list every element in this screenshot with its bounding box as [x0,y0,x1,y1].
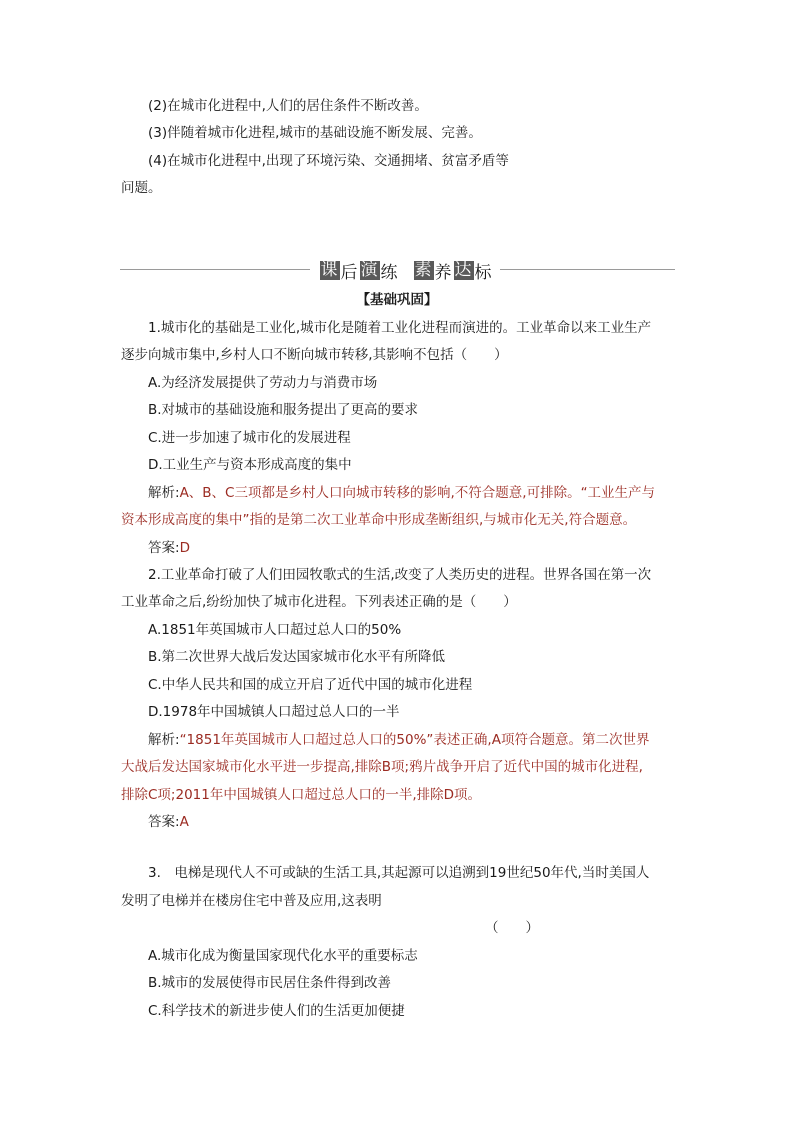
section-title: 【基础巩固】 [356,292,438,308]
q1-answer [148,538,190,558]
q3-option-c: C.科学技术的新进步使人们的生活更加便捷 [148,1003,405,1019]
item-3: (3)伴随着城市化进程,城市的基础设施不断发展、完善。 [148,125,482,141]
item-4-continued: 问题。 [121,180,162,196]
q2-stem-line1: 2.工业革命打破了人们田园牧歌式的生活,改变了人类历史的进程。世界各国在第一次 [148,567,652,583]
banner-left-rule [120,269,310,270]
q1-option-d: D.工业生产与资本形成高度的集中 [148,457,352,473]
q2-analysis-line2: 大战后发达国家城市化水平进一步提高,排除B项;鸦片战争开启了近代中国的城市化进程, [121,759,643,775]
q2-analysis-line3: 排除C项;2011年中国城镇人口超过总人口的一半,排除D项。 [121,787,482,803]
analysis-label: 解析: [148,732,180,748]
analysis-text: A、B、C三项都是乡村人口向城市转移的影响,不符合题意,可排除。“工业生产与 [179,485,656,501]
banner-char: 素 [414,259,433,280]
item-2: (2)在城市化进程中,人们的居住条件不断改善。 [148,98,428,114]
answer-label: 答案: [148,814,180,830]
banner-char: 练 [380,262,399,283]
q1-option-a: A.为经济发展提供了劳动力与消费市场 [148,375,378,391]
banner-char: 标 [474,262,493,283]
q2-stem-line2: 工业革命之后,纷纷加快了城市化进程。下列表述正确的是（ ） [121,594,517,610]
banner-right-rule [500,269,675,270]
banner-char: 后 [340,262,359,283]
q3-stem-line1: 3. 电梯是现代人不可或缺的生活工具,其起源可以追溯到19世纪50年代,当时美国人 [148,865,650,881]
banner-char: 课 [320,259,339,280]
item-4: (4)在城市化进程中,出现了环境污染、交通拥堵、贫富矛盾等 [148,153,509,169]
q1-option-b: B.对城市的基础设施和服务提出了更高的要求 [148,402,419,418]
section-banner [120,258,675,282]
answer-value: A [179,814,189,830]
analysis-text: “1851年英国城市人口超过总人口的50%”表述正确,A项符合题意。第二次世界 [179,732,650,748]
q1-stem-line1: 1.城市化的基础是工业化,城市化是随着工业化进程而演进的。工业革命以来工业生产 [148,320,652,336]
analysis-label: 解析: [148,485,180,501]
answer-value: D [179,540,190,556]
q2-option-a: A.1851年英国城市人口超过总人口的50% [148,622,402,638]
answer-label: 答案: [148,540,180,556]
q1-option-c: C.进一步加速了城市化的发展进程 [148,430,351,446]
q2-option-b: B.第二次世界大战后发达国家城市化水平有所降低 [148,649,446,665]
q2-analysis-line1 [148,730,649,750]
q1-analysis-line2: 资本形成高度的集中”指的是第二次工业革命中形成垄断组织,与城市化无关,符合题意。 [121,512,637,528]
banner-char: 演 [360,259,379,280]
q3-option-b: B.城市的发展使得市民居住条件得到改善 [148,975,392,991]
q2-option-c: C.中华人民共和国的成立开启了近代中国的城市化进程 [148,677,473,693]
q2-option-d: D.1978年中国城镇人口超过总人口的一半 [148,704,400,720]
q1-analysis-line1 [148,483,655,503]
banner-char: 养 [434,262,453,283]
q1-stem-line2: 逐步向城市集中,乡村人口不断向城市转移,其影响不包括（ ） [121,347,508,363]
banner-title [318,258,493,282]
q3-stem-line2: 发明了电梯并在楼房住宅中普及应用,这表明 [121,893,382,909]
q3-option-a: A.城市化成为衡量国家现代化水平的重要标志 [148,948,418,964]
q2-answer [148,812,189,832]
banner-char: 达 [454,259,473,280]
q3-answer-paren: （ ） [485,920,539,936]
